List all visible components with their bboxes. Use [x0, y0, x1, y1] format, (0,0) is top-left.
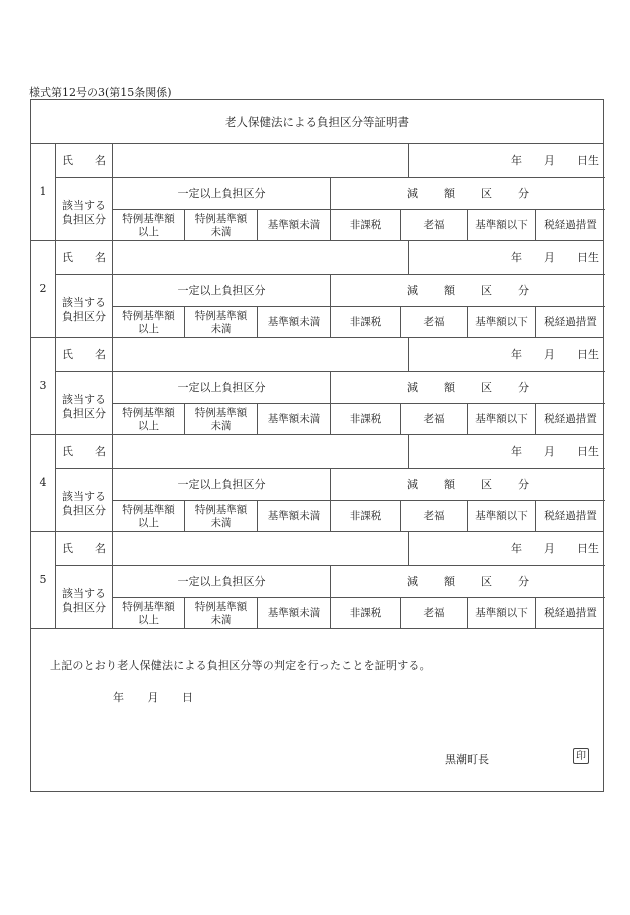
reduction-category-header: [330, 177, 605, 209]
reduction-header-char: 区: [481, 186, 492, 200]
category-option[interactable]: [184, 306, 257, 338]
category-label-line: 負担区分: [62, 309, 106, 323]
dob-year-label: 年: [511, 444, 522, 458]
fixed-burden-category-header: 一定以上負担区分: [112, 468, 330, 500]
category-option-text: 老福: [423, 316, 445, 329]
entry-number: 3: [39, 379, 47, 393]
name-label-char: 名: [95, 347, 106, 361]
category-option-text: 税経過措置: [544, 413, 597, 426]
name-label-char: 氏: [62, 250, 73, 264]
category-option-text: 特例基準額: [122, 503, 175, 516]
dob-month-label: 月: [544, 347, 555, 361]
reduction-category-header: [330, 371, 605, 403]
name-label-char: 氏: [62, 541, 73, 555]
category-option-text: 非課税: [349, 607, 382, 620]
category-option[interactable]: [330, 597, 400, 629]
dob-day-label: 日生: [577, 347, 599, 361]
category-option-text: 特例基準額: [194, 212, 248, 225]
category-option[interactable]: [400, 403, 467, 435]
entry-number: 4: [39, 476, 47, 490]
issuer-mayor: 黒潮町長: [445, 753, 489, 766]
reduction-category-header: [330, 565, 605, 597]
dob-day-label: 日生: [577, 444, 599, 458]
category-option-text: 以上: [138, 322, 159, 335]
reduction-header-char: 分: [518, 283, 529, 297]
category-label-line: 該当する: [62, 393, 106, 407]
certification-date: [103, 689, 203, 705]
category-option-text: 税経過措置: [544, 607, 597, 620]
category-option[interactable]: [400, 209, 467, 241]
name-label-char: 名: [95, 250, 106, 264]
name-label: [55, 144, 112, 177]
name-field[interactable]: [112, 435, 408, 468]
category-option[interactable]: [400, 597, 467, 629]
certificate-form: [30, 99, 604, 792]
certification-statement: 上記のとおり老人保健法による負担区分等の判定を行ったことを証明する。: [50, 659, 431, 672]
name-label-char: 名: [95, 541, 106, 555]
category-option-text: 特例基準額: [122, 212, 175, 225]
reduction-header-char: 減: [407, 283, 418, 297]
category-label-line: 該当する: [62, 296, 106, 310]
name-label-char: 名: [95, 444, 106, 458]
reduction-header-char: 額: [444, 283, 455, 297]
seal-stamp: 印: [573, 748, 589, 764]
dob-month-label: 月: [544, 444, 555, 458]
category-label-line: 該当する: [62, 199, 106, 213]
category-option-text: 基準額未満: [267, 510, 321, 523]
category-option[interactable]: [184, 209, 257, 241]
category-label-line: 該当する: [62, 490, 106, 504]
category-option-text: 老福: [423, 510, 445, 523]
category-option[interactable]: [330, 209, 400, 241]
category-label: [55, 371, 112, 435]
category-option[interactable]: [535, 209, 605, 241]
category-label-line: 負担区分: [62, 406, 106, 420]
category-option-text: 老福: [423, 413, 445, 426]
reduction-header-char: 区: [481, 477, 492, 491]
reduction-header-char: 分: [518, 186, 529, 200]
category-label: [55, 177, 112, 241]
name-label: [55, 241, 112, 274]
category-option[interactable]: [112, 597, 184, 629]
name-label-char: 氏: [62, 444, 73, 458]
name-field[interactable]: [112, 338, 408, 371]
category-option-text: 未満: [210, 613, 232, 626]
name-label: [55, 338, 112, 371]
category-option[interactable]: [467, 209, 535, 241]
category-option-text: 税経過措置: [544, 510, 597, 523]
reduction-header-char: 分: [518, 380, 529, 394]
category-label: [55, 468, 112, 532]
category-option-text: 非課税: [349, 413, 382, 426]
category-option-text: 特例基準額: [194, 503, 248, 516]
category-option-text: 特例基準額: [122, 406, 175, 419]
category-option[interactable]: [467, 306, 535, 338]
dob-day-label: 日生: [577, 250, 599, 264]
category-option[interactable]: [112, 403, 184, 435]
category-option-text: 以上: [138, 613, 159, 626]
category-option[interactable]: [467, 500, 535, 532]
category-option-text: 基準額未満: [267, 219, 321, 232]
form-title: 老人保健法による負担区分等証明書: [31, 100, 603, 144]
dob-day-label: 日生: [577, 153, 599, 167]
category-option-text: 非課税: [349, 219, 382, 232]
category-option-text: 未満: [210, 225, 232, 238]
category-option[interactable]: [184, 403, 257, 435]
dob-year-label: 年: [511, 153, 522, 167]
reduction-header-char: 区: [481, 574, 492, 588]
dob-year-label: 年: [511, 347, 522, 361]
category-option[interactable]: [400, 500, 467, 532]
dob-month-label: 月: [544, 250, 555, 264]
reduction-header-char: 額: [444, 186, 455, 200]
category-option[interactable]: [467, 597, 535, 629]
date-year-label: 年: [113, 691, 124, 704]
category-option[interactable]: [112, 209, 184, 241]
dob-year-label: 年: [511, 250, 522, 264]
dob-month-label: 月: [544, 541, 555, 555]
reduction-header-char: 区: [481, 380, 492, 394]
category-option-text: 老福: [423, 607, 445, 620]
birth-date-field[interactable]: [408, 532, 605, 565]
category-option-text: 特例基準額: [194, 309, 248, 322]
birth-date-field[interactable]: [408, 144, 605, 177]
category-option[interactable]: [330, 403, 400, 435]
dob-month-label: 月: [544, 153, 555, 167]
birth-date-field[interactable]: [408, 338, 605, 371]
reduction-header-char: 額: [444, 574, 455, 588]
category-option-text: 特例基準額: [194, 600, 248, 613]
entry-number: 1: [39, 185, 47, 199]
category-label-line: 該当する: [62, 587, 106, 601]
name-label: [55, 532, 112, 565]
entry-block: [31, 435, 603, 532]
reduction-category-header: [330, 468, 605, 500]
category-label-line: 負担区分: [62, 212, 106, 226]
name-field[interactable]: [112, 241, 408, 274]
name-label-char: 氏: [62, 347, 73, 361]
fixed-burden-category-header: 一定以上負担区分: [112, 274, 330, 306]
reduction-header-char: 分: [518, 574, 529, 588]
category-option-text: 基準額以下: [475, 219, 528, 232]
category-option-text: 基準額未満: [267, 316, 321, 329]
category-option[interactable]: [257, 403, 330, 435]
entry-block: [31, 338, 603, 435]
entry-block: [31, 532, 603, 629]
category-option-text: 老福: [423, 219, 445, 232]
category-option-text: 特例基準額: [122, 600, 175, 613]
reduction-header-char: 額: [444, 477, 455, 491]
reduction-header-char: 額: [444, 380, 455, 394]
category-option-text: 特例基準額: [122, 309, 175, 322]
entry-block: [31, 144, 603, 241]
date-day-label: 日: [182, 691, 193, 704]
category-option[interactable]: [184, 500, 257, 532]
category-option-text: 以上: [138, 419, 159, 432]
category-option[interactable]: [535, 500, 605, 532]
category-option[interactable]: [535, 306, 605, 338]
category-option-text: 以上: [138, 225, 159, 238]
category-label: [55, 565, 112, 629]
fixed-burden-category-header: 一定以上負担区分: [112, 177, 330, 209]
name-label-char: 氏: [62, 153, 73, 167]
category-option-text: 非課税: [349, 316, 382, 329]
reduction-header-char: 区: [481, 283, 492, 297]
category-option[interactable]: [330, 306, 400, 338]
birth-date-field[interactable]: [408, 435, 605, 468]
category-option-text: 基準額以下: [475, 607, 528, 620]
dob-year-label: 年: [511, 541, 522, 555]
reduction-header-char: 分: [518, 477, 529, 491]
category-option[interactable]: [535, 403, 605, 435]
category-option-text: 未満: [210, 322, 232, 335]
category-option[interactable]: [112, 306, 184, 338]
category-option-text: 基準額以下: [475, 413, 528, 426]
category-option-text: 基準額以下: [475, 316, 528, 329]
category-option[interactable]: [257, 306, 330, 338]
entry-number: 5: [39, 573, 47, 587]
category-option[interactable]: [535, 597, 605, 629]
entry-number: 2: [39, 282, 47, 296]
dob-day-label: 日生: [577, 541, 599, 555]
category-option-text: 未満: [210, 516, 232, 529]
name-field[interactable]: [112, 144, 408, 177]
entry-block: [31, 241, 603, 338]
name-field[interactable]: [112, 532, 408, 565]
reduction-header-char: 減: [407, 574, 418, 588]
category-option[interactable]: [184, 597, 257, 629]
category-option[interactable]: [330, 500, 400, 532]
name-label: [55, 435, 112, 468]
category-label-line: 負担区分: [62, 503, 106, 517]
category-option-text: 税経過措置: [544, 219, 597, 232]
category-option-text: 基準額未満: [267, 413, 321, 426]
category-option-text: 未満: [210, 419, 232, 432]
category-option-text: 基準額未満: [267, 607, 321, 620]
category-option[interactable]: [400, 306, 467, 338]
category-option[interactable]: [467, 403, 535, 435]
category-option-text: 税経過措置: [544, 316, 597, 329]
date-month-label: 月: [147, 691, 159, 704]
form-number-label: 様式第12号の3(第15条関係): [29, 86, 172, 99]
category-option-text: 非課税: [349, 510, 382, 523]
fixed-burden-category-header: 一定以上負担区分: [112, 371, 330, 403]
birth-date-field[interactable]: [408, 241, 605, 274]
category-option-text: 特例基準額: [194, 406, 248, 419]
fixed-burden-category-header: 一定以上負担区分: [112, 565, 330, 597]
category-option[interactable]: [257, 500, 330, 532]
category-option[interactable]: [257, 209, 330, 241]
reduction-header-char: 減: [407, 186, 418, 200]
category-option-text: 基準額以下: [475, 510, 528, 523]
category-option-text: 以上: [138, 516, 159, 529]
category-label: [55, 274, 112, 338]
category-option[interactable]: [257, 597, 330, 629]
reduction-header-char: 減: [407, 477, 418, 491]
reduction-category-header: [330, 274, 605, 306]
category-option[interactable]: [112, 500, 184, 532]
category-label-line: 負担区分: [62, 600, 106, 614]
reduction-header-char: 減: [407, 380, 418, 394]
name-label-char: 名: [95, 153, 106, 167]
